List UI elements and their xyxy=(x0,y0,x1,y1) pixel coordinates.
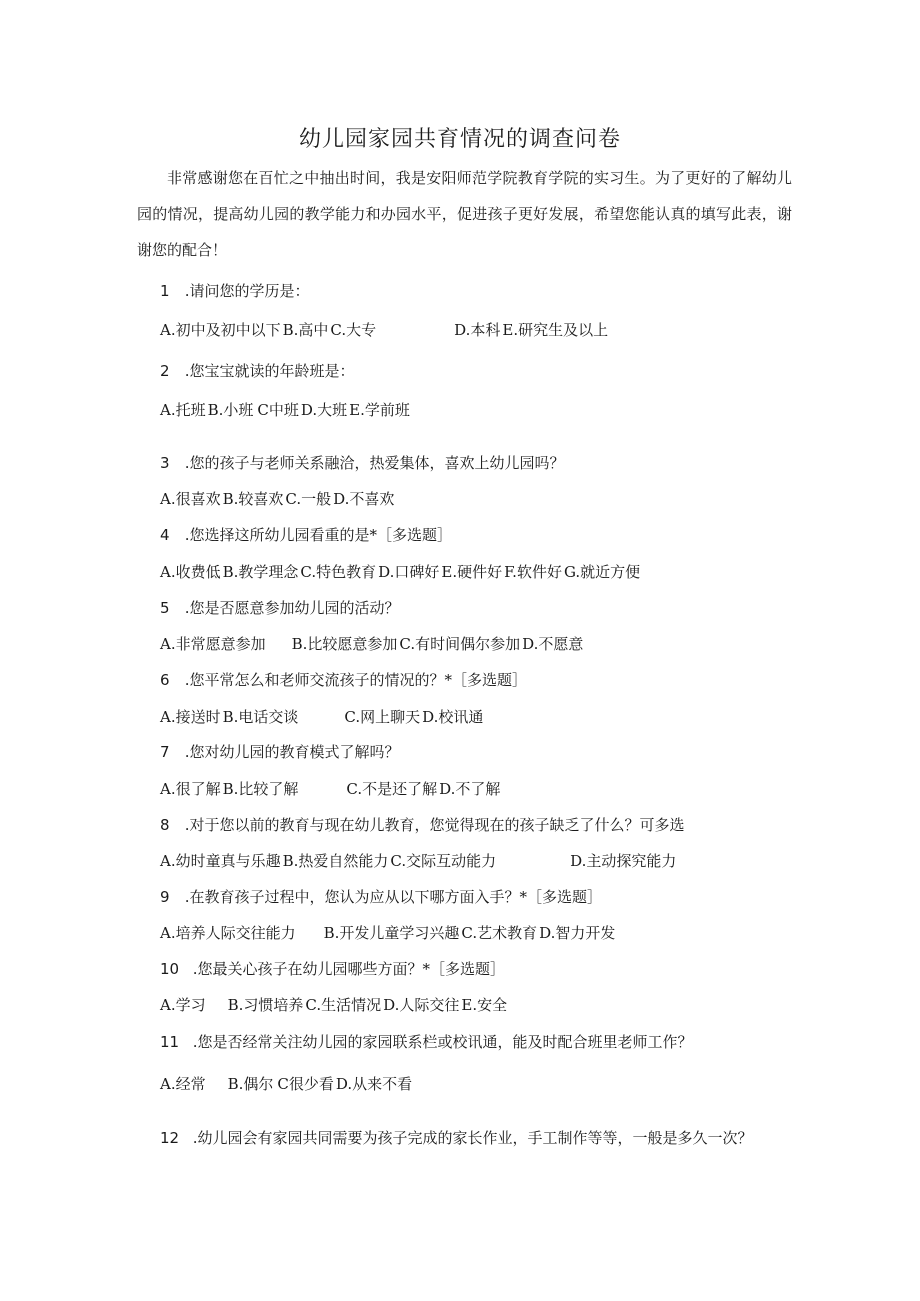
question-text: .请问您的学历是： xyxy=(184,282,310,300)
options-10 xyxy=(160,994,507,1015)
question-number: 12 xyxy=(160,1129,180,1147)
question-12 xyxy=(160,1127,753,1148)
question-text: .您是否愿意参加幼儿园的活动？ xyxy=(184,599,400,617)
option-a[interactable]: A.接送时 xyxy=(160,708,221,726)
option-b[interactable]: B.电话交谈 xyxy=(222,708,299,726)
question-text: .对于您以前的教育与现在幼儿教育，您觉得现在的孩子缺乏了什么？可多选 xyxy=(184,816,685,834)
option-a[interactable]: A.很喜欢 xyxy=(160,490,221,508)
question-text: .幼儿园会有家园共同需要为孩子完成的家长作业，手工制作等等，一般是多久一次？ xyxy=(192,1129,753,1147)
intro-paragraph: 非常感谢您在百忙之中抽出时间，我是安阳师范学院教育学院的实习生。为了更好的了解幼儿园的情况，提高幼儿园的教学能力和办园水平，促进孩子更好发展，希望您能认真的填写此表，谢谢您的配合！ xyxy=(137,169,792,259)
question-1 xyxy=(160,280,310,301)
question-4 xyxy=(160,524,452,545)
options-2 xyxy=(160,399,410,420)
question-number: 10 xyxy=(160,960,180,978)
option-d[interactable]: D.不愿意 xyxy=(522,635,584,653)
question-text: .在教育孩子过程中，您认为应从以下哪方面入手？*［多选题］ xyxy=(184,888,603,906)
options-4 xyxy=(160,561,640,582)
question-2 xyxy=(160,360,355,381)
option-b[interactable]: B.比较了解 xyxy=(222,780,299,798)
question-number: 7 xyxy=(160,743,170,761)
option-b[interactable]: B.比较愿意参加 xyxy=(291,635,398,653)
question-6 xyxy=(160,669,527,690)
option-b[interactable]: B.较喜欢 xyxy=(222,490,284,508)
option-a[interactable]: A.初中及初中以下 xyxy=(160,321,281,339)
question-number: 8 xyxy=(160,816,170,834)
question-number: 9 xyxy=(160,888,170,906)
question-number: 2 xyxy=(160,362,170,380)
option-a[interactable]: A.收费低 xyxy=(160,563,221,581)
question-8 xyxy=(160,814,685,835)
option-a[interactable]: A.学习 xyxy=(160,996,206,1014)
option-c[interactable]: C.生活情况 xyxy=(305,996,382,1014)
option-c[interactable]: C很少看 xyxy=(277,1075,334,1093)
option-e[interactable]: E.研究生及以上 xyxy=(502,321,609,339)
question-text: .您对幼儿园的教育模式了解吗？ xyxy=(184,743,400,761)
question-text: .您宝宝就读的年龄班是： xyxy=(184,362,355,380)
option-d[interactable]: D.口碑好 xyxy=(378,563,440,581)
option-e[interactable]: E.硬件好 xyxy=(441,563,503,581)
option-c[interactable]: C.一般 xyxy=(285,490,332,508)
option-f[interactable]: F.软件好 xyxy=(504,563,562,581)
question-5 xyxy=(160,597,400,618)
option-c[interactable]: C.艺术教育 xyxy=(461,924,538,942)
question-number: 3 xyxy=(160,454,170,472)
option-d[interactable]: D.大班 xyxy=(300,401,348,419)
option-a[interactable]: A.培养人际交往能力 xyxy=(160,924,296,942)
option-b[interactable]: B.小班 xyxy=(207,401,254,419)
question-text: .您是否经常关注幼儿园的家园联系栏或校讯通，能及时配合班里老师工作？ xyxy=(192,1033,693,1051)
option-d[interactable]: D.不喜欢 xyxy=(333,490,395,508)
option-d[interactable]: D.人际交往 xyxy=(383,996,460,1014)
question-number: 11 xyxy=(160,1033,180,1051)
option-c[interactable]: C中班 xyxy=(257,401,299,419)
question-3 xyxy=(160,452,565,473)
question-text: .您的孩子与老师关系融洽，热爱集体，喜欢上幼儿园吗？ xyxy=(184,454,565,472)
options-1 xyxy=(160,319,608,340)
option-c[interactable]: C.大专 xyxy=(330,321,377,339)
option-e[interactable]: E.安全 xyxy=(461,996,508,1014)
option-a[interactable]: A.经常 xyxy=(160,1075,206,1093)
question-number: 1 xyxy=(160,282,170,300)
option-d[interactable]: D.从来不看 xyxy=(335,1075,413,1093)
options-9 xyxy=(160,922,615,943)
question-text: .您最关心孩子在幼儿园哪些方面？*［多选题］ xyxy=(192,960,506,978)
option-b[interactable]: B.教学理念 xyxy=(222,563,299,581)
option-d[interactable]: D.不了解 xyxy=(439,780,501,798)
option-e[interactable]: E.学前班 xyxy=(349,401,410,419)
option-c[interactable]: C.交际互动能力 xyxy=(390,852,497,870)
option-c[interactable]: C.网上聊天 xyxy=(344,708,421,726)
option-c[interactable]: C.特色教育 xyxy=(300,563,377,581)
option-a[interactable]: A.非常愿意参加 xyxy=(160,635,266,653)
option-d[interactable]: D.主动探究能力 xyxy=(570,852,677,870)
option-d[interactable]: D.校讯通 xyxy=(422,708,484,726)
option-d[interactable]: D.本科 xyxy=(454,321,501,339)
options-3 xyxy=(160,488,394,509)
question-text: .您选择这所幼儿园看重的是*［多选题］ xyxy=(184,526,453,544)
option-b[interactable]: B.高中 xyxy=(282,321,329,339)
option-g[interactable]: G.就近方便 xyxy=(563,563,641,581)
question-number: 4 xyxy=(160,526,170,544)
question-number: 6 xyxy=(160,671,170,689)
option-c[interactable]: C.不是还了解 xyxy=(346,780,438,798)
options-6 xyxy=(160,706,483,727)
question-7 xyxy=(160,741,400,762)
option-b[interactable]: B.习惯培养 xyxy=(227,996,304,1014)
option-b[interactable]: B.偶尔 xyxy=(227,1075,274,1093)
question-text: .您平常怎么和老师交流孩子的情况的？*［多选题］ xyxy=(184,671,528,689)
option-a[interactable]: A.托班 xyxy=(160,401,206,419)
question-11 xyxy=(160,1031,693,1052)
option-b[interactable]: B.开发儿童学习兴趣 xyxy=(323,924,460,942)
question-number: 5 xyxy=(160,599,170,617)
options-8 xyxy=(160,850,676,871)
question-10 xyxy=(160,958,505,979)
options-5 xyxy=(160,633,583,654)
document-title: 幼儿园家园共育情况的调查问卷 xyxy=(298,127,621,152)
option-c[interactable]: C.有时间偶尔参加 xyxy=(399,635,521,653)
option-a[interactable]: A.很了解 xyxy=(160,780,221,798)
options-7 xyxy=(160,778,500,799)
option-d[interactable]: D.智力开发 xyxy=(539,924,616,942)
question-9 xyxy=(160,886,602,907)
options-11 xyxy=(160,1073,412,1094)
option-b[interactable]: B.热爱自然能力 xyxy=(282,852,389,870)
option-a[interactable]: A.幼时童真与乐趣 xyxy=(160,852,281,870)
